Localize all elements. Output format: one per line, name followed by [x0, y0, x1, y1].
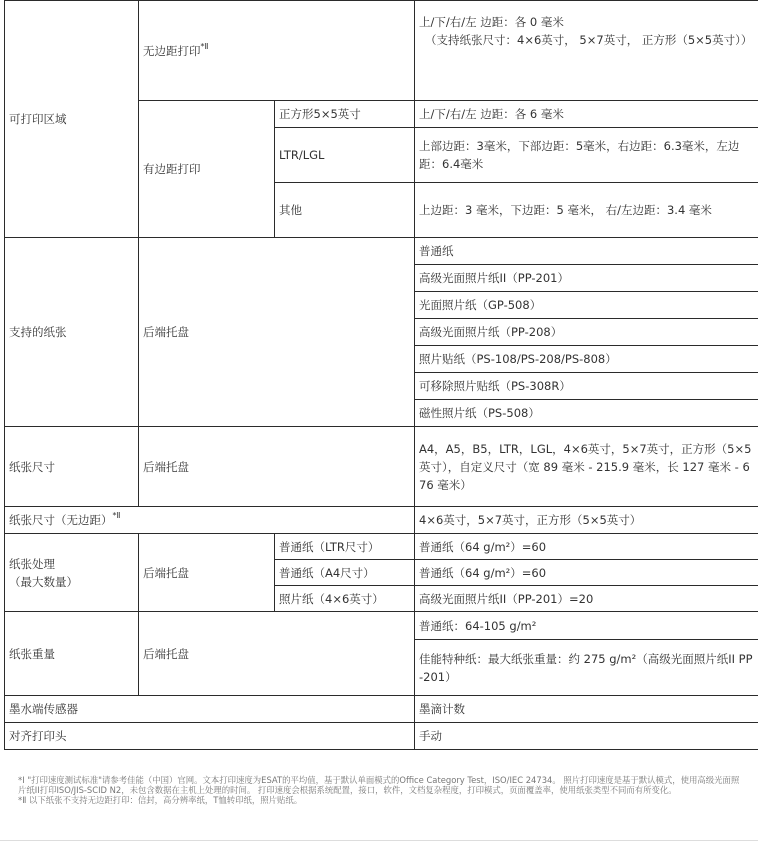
- label-ink-sensor: 墨水端传感器: [5, 696, 415, 723]
- table-row: [5, 238, 758, 265]
- paper-item: 高级光面照片纸（PP-208）: [415, 319, 758, 346]
- footnote-mark: *Ⅱ: [200, 41, 209, 51]
- spec-table: [4, 0, 758, 750]
- paper-item: 光面照片纸（GP-508）: [415, 292, 758, 319]
- table-row: [5, 723, 758, 750]
- sub-label-ltr-lgl: LTR/LGL: [275, 128, 415, 183]
- table-row: [5, 427, 758, 507]
- borderless-label-text: 无边距打印: [143, 43, 201, 58]
- sub-label-other: 其他: [275, 183, 415, 238]
- label-paper-size-borderless: [5, 507, 415, 534]
- label-rear-tray: 后端托盘: [139, 427, 415, 507]
- sub-label-ltr-plain: 普通纸（LTR尺寸）: [275, 534, 415, 560]
- footnote-mark: *Ⅱ: [112, 511, 121, 520]
- label-paper-handling: [5, 534, 139, 612]
- label-supported-paper: 支持的纸张: [5, 238, 139, 427]
- label-rear-tray: 后端托盘: [139, 238, 415, 427]
- divider: [0, 840, 758, 841]
- paper-item: 磁性照片纸（PS-508）: [415, 400, 758, 427]
- label-rear-tray: 后端托盘: [139, 534, 275, 612]
- borderless-margins-line: 上/下/右/左 边距：各 0 毫米: [419, 15, 564, 29]
- paper-item: 照片贴纸（PS-108/PS-208/PS-808）: [415, 346, 758, 373]
- paper-handling-title: 纸张处理: [9, 556, 55, 571]
- footnotes: [18, 775, 742, 805]
- paper-handling-subtitle: （最大数量）: [9, 574, 78, 589]
- label-rear-tray: 后端托盘: [139, 612, 415, 696]
- label-head-alignment: 对齐打印头: [5, 723, 415, 750]
- footnote-2: *Ⅱ 以下纸张不支持无边距打印：信封，高分辨率纸，T恤转印纸，照片贴纸。: [18, 795, 303, 805]
- paper-item: 可移除照片贴纸（PS-308R）: [415, 373, 758, 400]
- sub-label-a4-plain: 普通纸（A4尺寸）: [275, 560, 415, 586]
- sub-label-square: 正方形5×5英寸: [275, 101, 415, 128]
- value-paper-size-borderless: 4×6英寸，5×7英寸，正方形（5×5英寸）: [415, 507, 758, 534]
- value-plain-weight: 普通纸：64-105 g/m²: [415, 612, 758, 640]
- borderless-sizes-line: （支持纸张尺寸：4×6英寸， 5×7英寸， 正方形（5×5英寸））: [425, 33, 753, 47]
- paper-item: 高级光面照片纸II（PP-201）: [415, 265, 758, 292]
- value-ltr-plain: 普通纸（64 g/m²）=60: [415, 534, 758, 560]
- paper-item: 普通纸: [415, 238, 758, 265]
- value-paper-size: A4，A5，B5，LTR，LGL，4×6英寸，5×7英寸，正方形（5×5英寸），自定义尺寸（宽 89 毫米 - 215.9 毫米，长 127 毫米 - 676 毫米）: [415, 427, 758, 507]
- label-borderless-print: [139, 1, 415, 101]
- table-row: [5, 1, 758, 101]
- label-print-area: 可打印区域: [5, 1, 139, 238]
- value-a4-plain: 普通纸（64 g/m²）=60: [415, 560, 758, 586]
- table-row: [5, 534, 758, 560]
- label-paper-size: 纸张尺寸: [5, 427, 139, 507]
- value-special-weight: 佳能特种纸：最大纸张重量：约 275 g/m²（高级光面照片纸II PP-201）: [415, 640, 758, 696]
- value-square-margins: 上/下/右/左 边距：各 6 毫米: [415, 101, 758, 128]
- table-row: [5, 612, 758, 640]
- paper-size-borderless-text: 纸张尺寸（无边距）: [9, 513, 113, 527]
- value-photo-4x6: 高级光面照片纸II（PP-201）=20: [415, 586, 758, 612]
- footnote-1: *Ⅰ "打印速度测试标准"请参考佳能（中国）官网。文本打印速度为ESAT的平均值，基于默认单面模式的Office Category Test，ISO/IEC 24734。 照片打印速度是基于默认模式，使用高级光面照片纸II打印ISO/JIS-SCID N2，未包含数据在主机上处理的时间。 打印速度会根据系统配置，接口，软件，文档复杂程度，打印模式，页面覆盖率，使用纸张类型不同而有所变化。: [18, 775, 740, 795]
- table-row: [5, 696, 758, 723]
- value-ltr-lgl-margins: 上部边距：3毫米，下部边距：5毫米，右边距：6.3毫米，左边距：6.4毫米: [415, 128, 758, 183]
- value-borderless-margins: [415, 1, 758, 101]
- value-head-alignment: 手动: [415, 723, 758, 750]
- label-paper-weight: 纸张重量: [5, 612, 139, 696]
- label-bordered-print: 有边距打印: [139, 101, 275, 238]
- table-row: [5, 507, 758, 534]
- value-ink-sensor: 墨滴计数: [415, 696, 758, 723]
- sub-label-photo-4x6: 照片纸（4×6英寸）: [275, 586, 415, 612]
- value-other-margins: 上边距：3 毫米，下边距：5 毫米， 右/左边距：3.4 毫米: [415, 183, 758, 238]
